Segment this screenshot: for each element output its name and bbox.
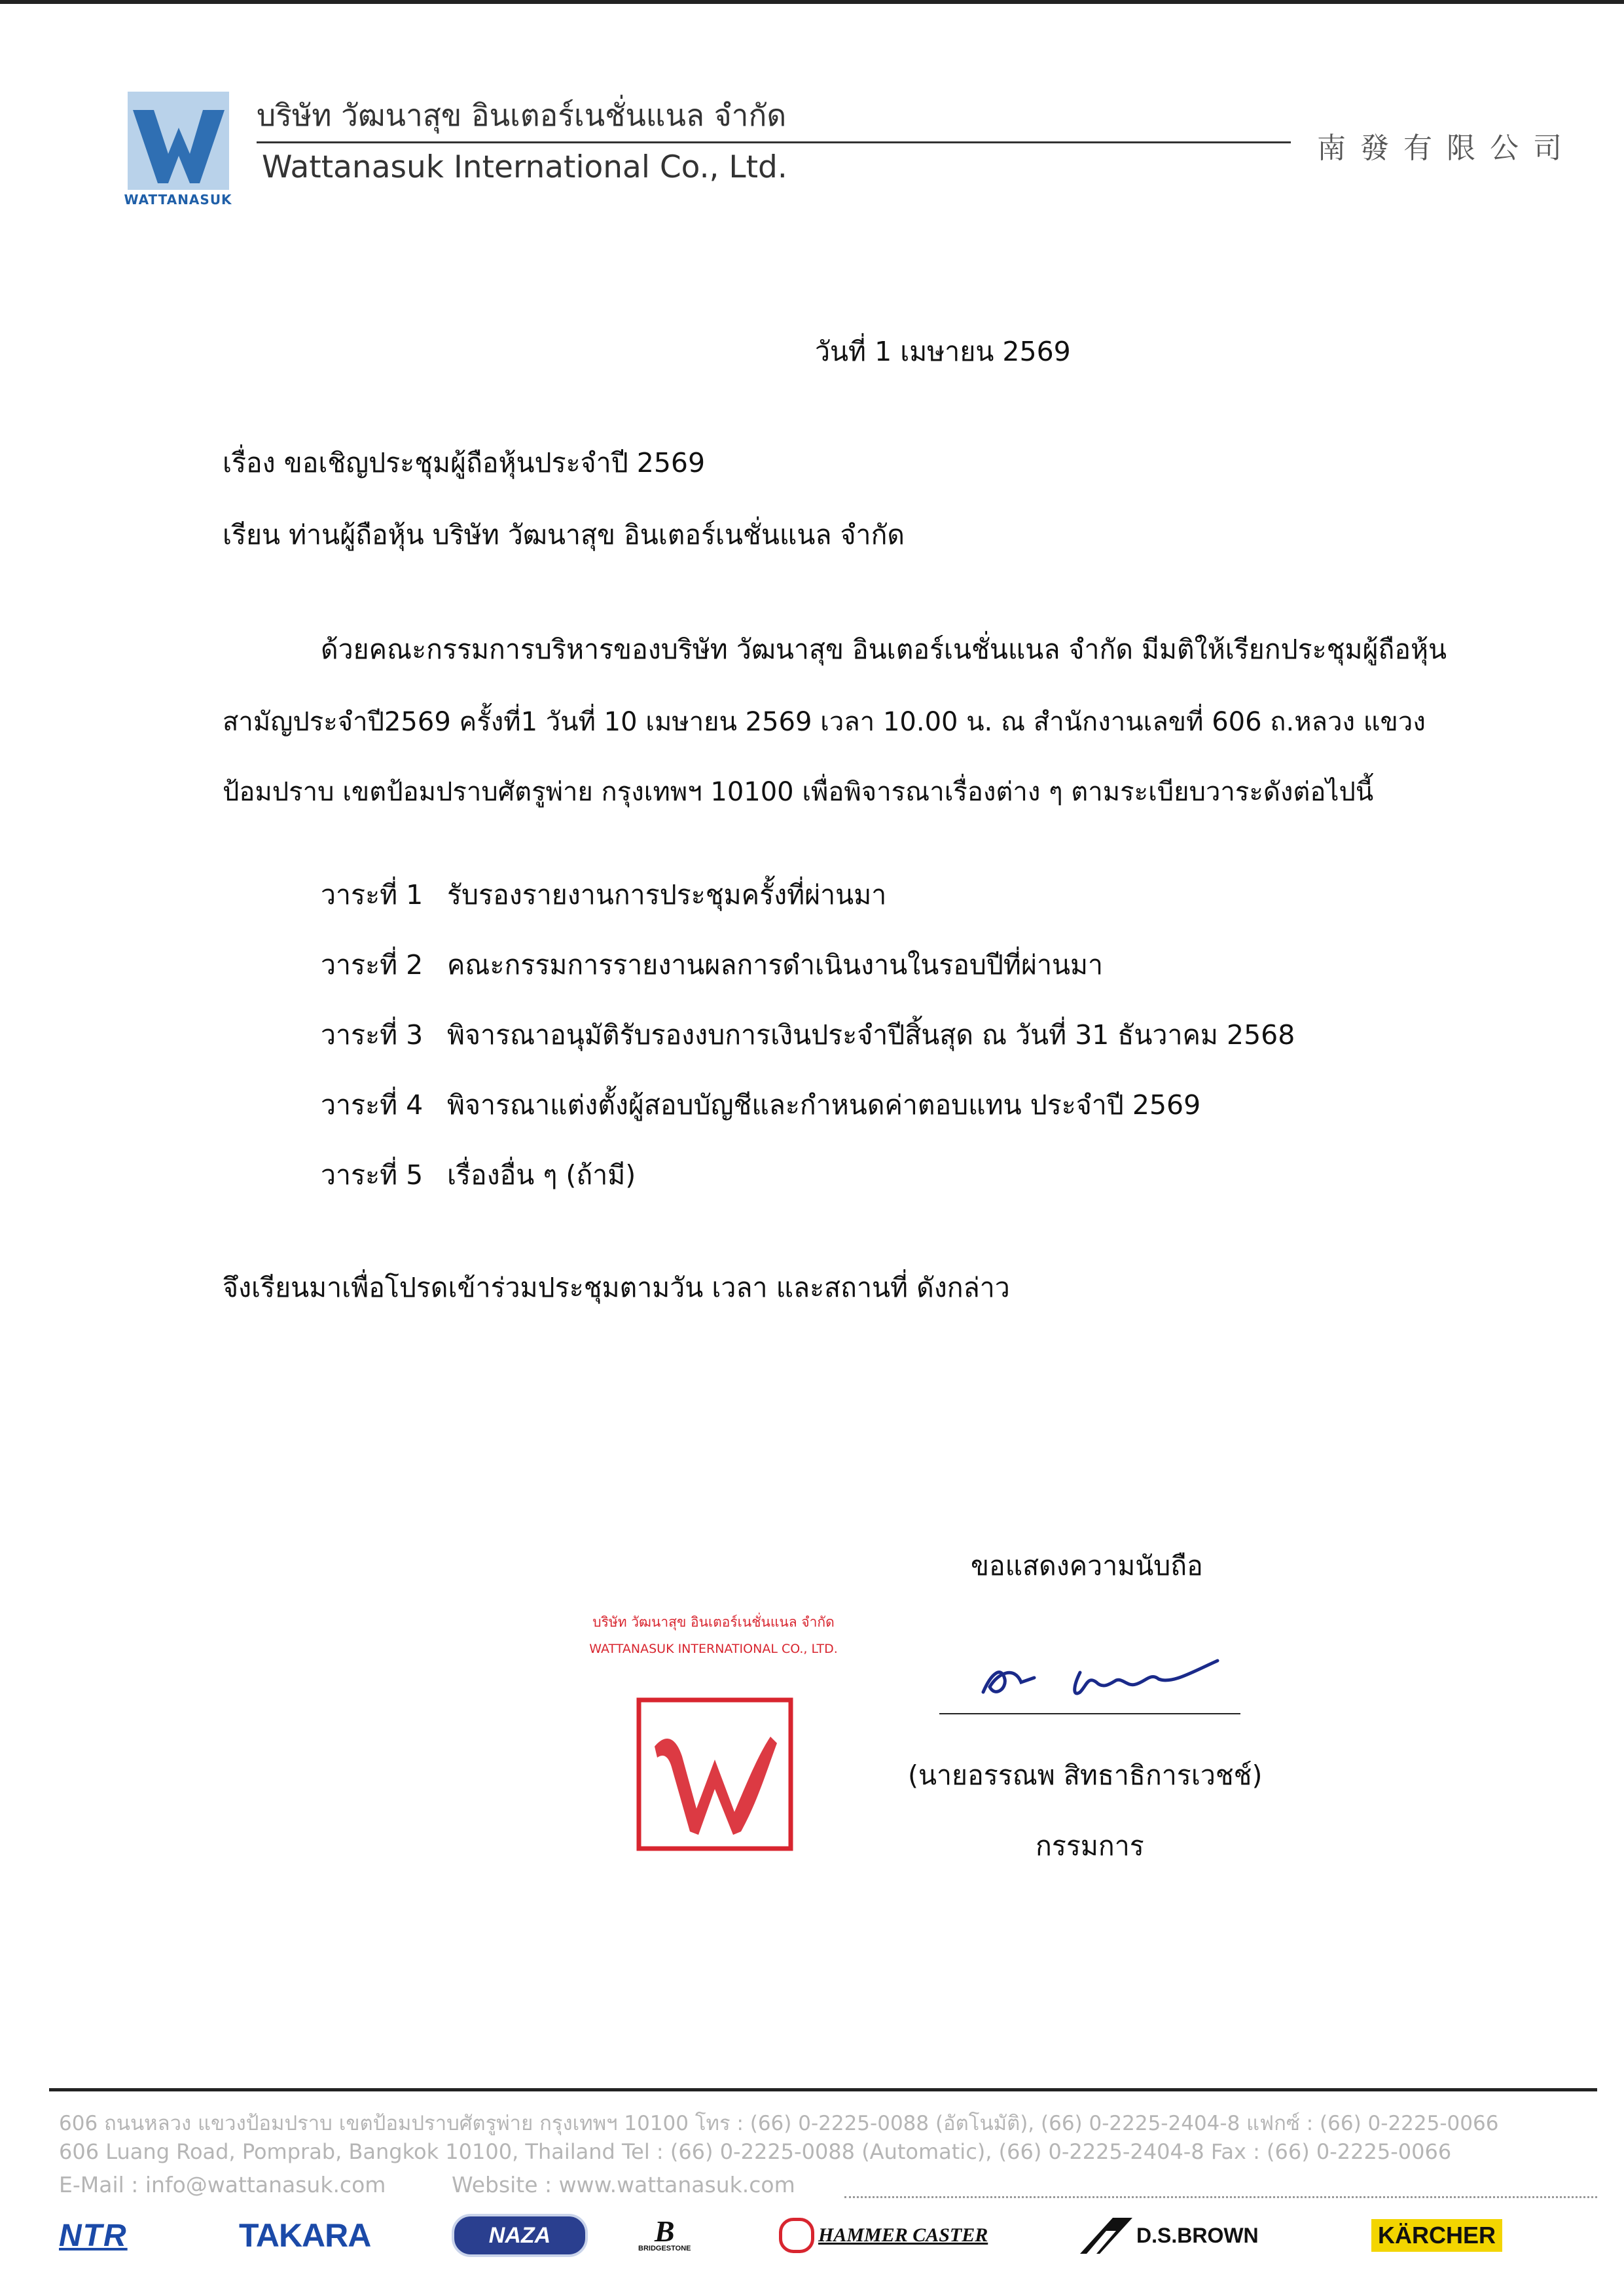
brand-logo-naza: NAZA xyxy=(452,2213,588,2258)
closing-line: จึงเรียนมาเพื่อโปรดเข้าร่วมประชุมตามวัน เวลา และสถานที่ ดังกล่าว xyxy=(223,1272,1010,1303)
agenda-1-label: วาระที่ 1 xyxy=(321,879,424,911)
handwritten-signature xyxy=(975,1646,1224,1705)
agenda-2-label: วาระที่ 2 xyxy=(321,949,424,981)
letterhead-rule xyxy=(257,141,1291,143)
footer-email: E-Mail : info@wattanasuk.com xyxy=(59,2172,386,2197)
body-line-2: สามัญประจำปี2569 ครั้งที่1 วันที่ 10 เมษายน 2569 เวลา 10.00 น. ณ สำนักงานเลขที่ 606 ถ.หลวง แขวง xyxy=(223,707,1426,737)
agenda-5-label: วาระที่ 5 xyxy=(321,1159,424,1191)
logo-caption: WATTANASUK xyxy=(124,192,232,208)
letter-date: วันที่ 1 เมษายน 2569 xyxy=(815,336,1071,367)
brand-logo-takara: TAKARA xyxy=(239,2217,371,2254)
company-stamp-logo xyxy=(636,1697,793,1851)
footer-dotted-line xyxy=(844,2196,1597,2198)
footer-address-english: 606 Luang Road, Pomprab, Bangkok 10100, Thailand Tel : (66) 0-2225-0088 (Automatic), (66) 0-2225-2404-8 Fax : (66) 0-2225-0066 xyxy=(59,2139,1452,2164)
stamp-company-english: WATTANASUK INTERNATIONAL CO., LTD. xyxy=(589,1642,838,1656)
footer-address-thai: 606 ถนนหลวง แขวงป้อมปราบ เขตป้อมปราบศัตรูพ่าย กรุงเทพฯ 10100 โทร : (66) 0-2225-0088 (อัตโนมัติ), (66) 0-2225-2404-8 แฟกซ์ : (66) 0-2225-0066 xyxy=(59,2112,1499,2135)
agenda-4-label: วาระที่ 4 xyxy=(321,1089,424,1121)
brand-logo-karcher: KÄRCHER xyxy=(1371,2213,1502,2258)
ds-brown-mark-icon xyxy=(1080,2218,1132,2254)
agenda-3-label: วาระที่ 3 xyxy=(321,1019,424,1051)
brand-logo-bridgestone: B BRIDGESTONE xyxy=(638,2214,691,2252)
company-name-chinese: 南發有限公司 xyxy=(1317,132,1576,165)
agenda-3-text: พิจารณาอนุมัติรับรองงบการเงินประจำปีสิ้นสุด ณ วันที่ 31 ธันวาคม 2568 xyxy=(447,1019,1295,1051)
brand-logo-hammer-caster: HAMMER CASTER xyxy=(779,2213,988,2258)
letter-recipient: เรียน ท่านผู้ถือหุ้น บริษัท วัฒนาสุข อินเตอร์เนชั่นแนล จำกัด xyxy=(223,519,905,551)
company-name-thai: บริษัท วัฒนาสุข อินเตอร์เนชั่นแนล จำกัด xyxy=(257,98,787,133)
agenda-2-text: คณะกรรมการรายงานผลการดำเนินงานในรอบปีที่ผ่านมา xyxy=(447,949,1104,981)
regards: ขอแสดงความนับถือ xyxy=(971,1550,1203,1581)
footer-rule xyxy=(49,2088,1597,2091)
agenda-1-text: รับรองรายงานการประชุมครั้งที่ผ่านมา xyxy=(447,879,887,911)
signer-title: กรรมการ xyxy=(1036,1830,1144,1862)
letter-subject: เรื่อง ขอเชิญประชุมผู้ถือหุ้นประจำปี 2569 xyxy=(223,447,706,479)
company-name-english: Wattanasuk International Co., Ltd. xyxy=(262,149,787,185)
signature-line xyxy=(939,1713,1240,1714)
body-line-3: ป้อมปราบ เขตป้อมปราบศัตรูพ่าย กรุงเทพฯ 10100 เพื่อพิจารณาเรื่องต่าง ๆ ตามระเบียบวาระดังต่อไปนี้ xyxy=(223,777,1374,807)
brand-logo-ds-brown: D.S.BROWN xyxy=(1080,2213,1259,2258)
body-line-1: ด้วยคณะกรรมการบริหารของบริษัท วัฒนาสุข อินเตอร์เนชั่นแนล จำกัด มีมติให้เรียกประชุมผู้ถือหุ้น xyxy=(321,634,1447,665)
agenda-5-text: เรื่องอื่น ๆ (ถ้ามี) xyxy=(447,1159,636,1191)
stamp-company-thai: บริษัท วัฒนาสุข อินเตอร์เนชั่นแนล จำกัด xyxy=(592,1614,835,1630)
agenda-4-text: พิจารณาแต่งตั้งผู้สอบบัญชีและกำหนดค่าตอบแทน ประจำปี 2569 xyxy=(447,1089,1201,1121)
wattanasuk-logo xyxy=(128,92,229,190)
footer-website: Website : www.wattanasuk.com xyxy=(452,2172,795,2197)
brand-logo-ntr: NTR xyxy=(59,2218,128,2253)
top-edge-line xyxy=(0,0,1624,4)
signer-name: (นายอรรณพ สิทธาธิการเวชช์) xyxy=(908,1760,1263,1791)
